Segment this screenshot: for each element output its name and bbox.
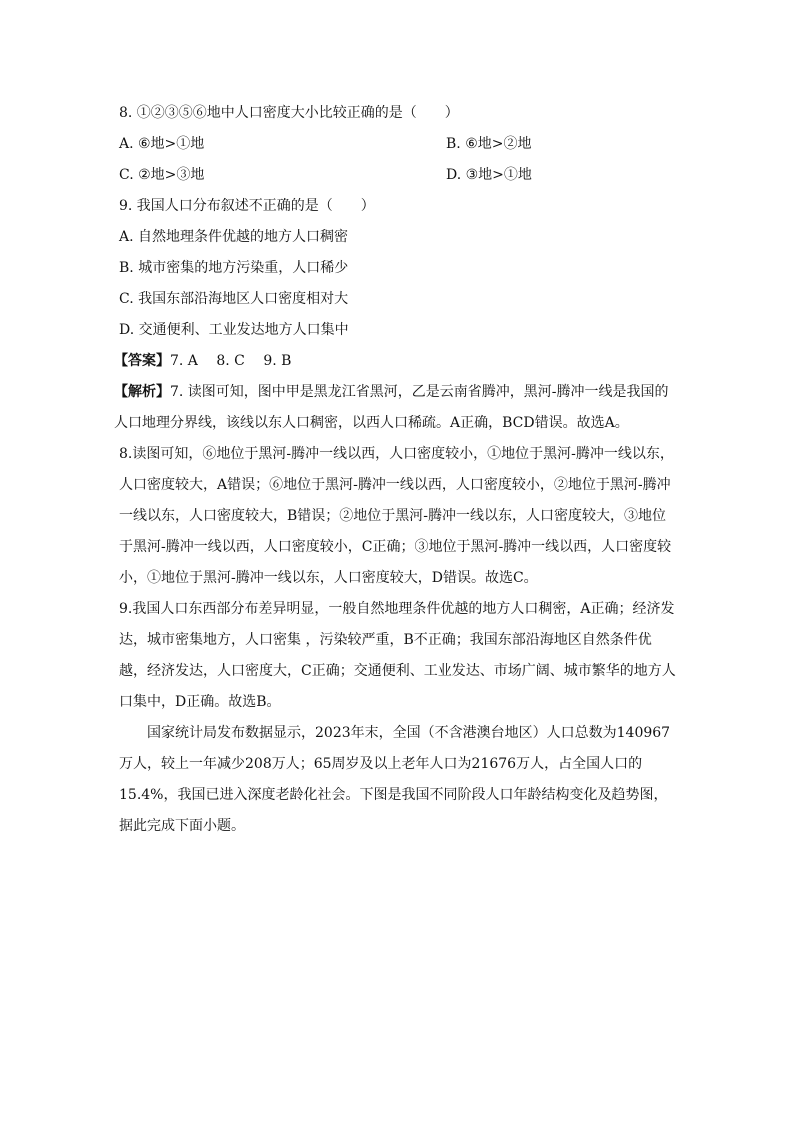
answer-text: 7. A 8. C 9. B <box>170 353 292 369</box>
question-9-option-d: D. 交通便利、工业发达地方人口集中 <box>119 322 349 338</box>
question-9-option-a: A. 自然地理条件优越的地方人口稠密 <box>119 229 349 245</box>
question-8-option-b: B. ⑥地>②地 <box>446 136 532 152</box>
analysis-paragraph-8: 8.读图可知，⑥地位于黑河-腾冲一线以西，人口密度较小，①地位于黑河-腾冲一线以东，人口密度较大，A错误；⑥地位于黑河-腾冲一线以西，人口密度较小，②地位于黑河-腾冲一线以东，人口密度较大，B错误；②地位于黑河-腾冲一线以东，人口密度较大，③地位于黑河-腾冲一线以西，人口密度较小，C正确；③地位于黑河-腾冲一线以西，人口密度较小，①地位于黑河-腾冲一线以东，人口密度较大，D错误。故选C。 <box>119 446 674 586</box>
question-9-stem: 9. 我国人口分布叙述不正确的是（ ） <box>119 198 375 214</box>
question-8-option-a: A. ⑥地>①地 <box>119 136 205 152</box>
question-9-option-b: B. 城市密集的地方污染重，人口稀少 <box>119 260 349 276</box>
answer-label: 【答案】 <box>114 353 170 369</box>
question-8-stem: 8. ①②③⑤⑥地中人口密度大小比较正确的是（ ） <box>119 105 459 121</box>
analysis-paragraph-9: 9.我国人口东西部分布差异明显，一般自然地理条件优越的地方人口稠密，A正确；经济发达，城市密集地方，人口密集 ，污染较严重，B不正确；我国东部沿海地区自然条件优越，经济发达，人口密度大，C正确；交通便利、工业发达、市场广阔、城市繁华的地方人口集中，D正确。故选B。 <box>119 601 676 710</box>
question-8-option-c: C. ②地>③地 <box>119 167 205 183</box>
question-8-option-d: D. ③地>①地 <box>446 167 532 183</box>
question-9-option-c: C. 我国东部沿海地区人口密度相对大 <box>119 291 349 307</box>
analysis-block <box>114 377 679 842</box>
intro-paragraph: 国家统计局发布数据显示，2023年末，全国（不含港澳台地区）人口总数为140967万人，较上一年减少208万人；65周岁及以上老年人口为21676万人，占全国人口的15.4%，我国已进入深度老龄化社会。下图是我国不同阶段人口年龄结构变化及趋势图，据此完成下面小题。 <box>119 725 671 834</box>
analysis-label: 【解析】 <box>114 384 170 400</box>
analysis-text-7: 7. 读图可知，图中甲是黑龙江省黑河，乙是云南省腾冲，黑河-腾冲一线是我国的人口地理分界线，该线以东人口稠密，以西人口稀疏。A正确，BCD错误。故选A。 <box>114 384 669 431</box>
analysis-paragraph-7 <box>114 377 679 439</box>
answer-line <box>114 351 291 371</box>
